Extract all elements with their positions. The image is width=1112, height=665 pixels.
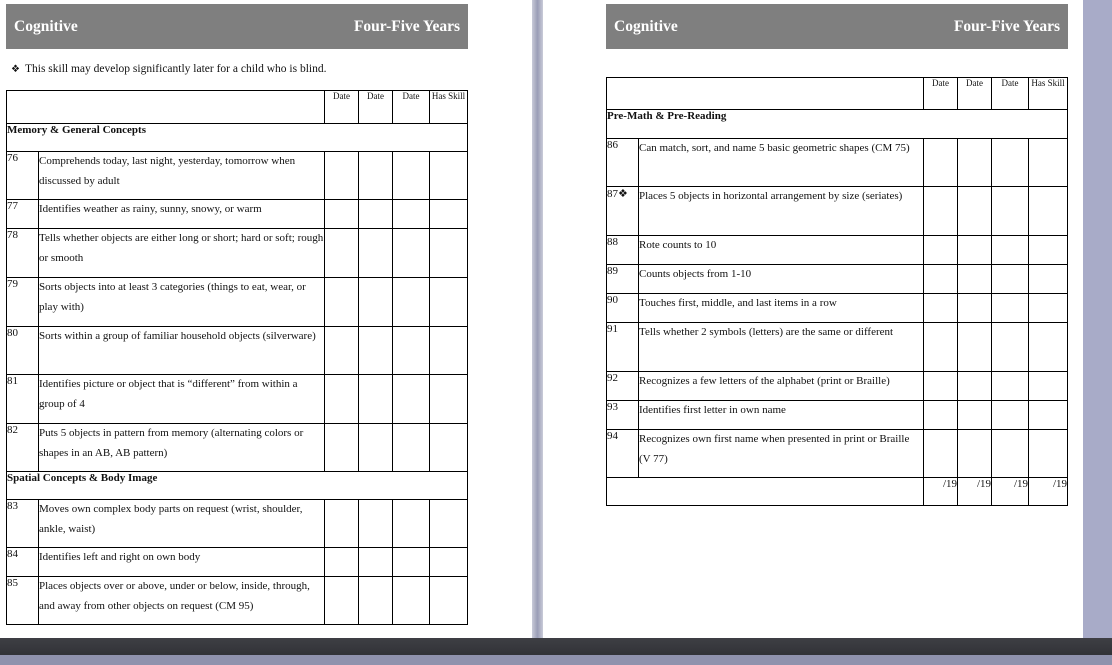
has-skill-cell[interactable] <box>1029 430 1068 478</box>
has-skill-cell[interactable] <box>1029 294 1068 323</box>
has-skill-cell[interactable] <box>430 152 468 200</box>
skill-description: Puts 5 objects in pattern from memory (alternating colors or shapes in an AB, AB pattern) <box>39 424 325 472</box>
totals-row <box>607 478 1068 506</box>
has-skill-cell[interactable] <box>430 500 468 548</box>
column-header: Date <box>359 91 393 124</box>
date-cell[interactable] <box>924 236 958 265</box>
skill-description: Sorts objects into at least 3 categories (things to eat, wear, or play with) <box>39 278 325 327</box>
note-text: This skill may develop significantly later for a child who is blind. <box>24 63 327 75</box>
age-range: Four-Five Years <box>953 17 1060 35</box>
date-cell[interactable] <box>924 323 958 372</box>
skill-number: 90 <box>607 294 639 323</box>
column-header: Date <box>325 91 359 124</box>
date-cell[interactable] <box>325 229 359 278</box>
skill-row <box>607 139 1068 187</box>
date-cell[interactable] <box>325 424 359 472</box>
date-cell[interactable] <box>924 139 958 187</box>
has-skill-cell[interactable] <box>1029 187 1068 236</box>
skill-description: Identifies weather as rainy, sunny, snowy, or warm <box>39 200 325 229</box>
skill-row <box>7 229 468 278</box>
total-cell: /19 <box>1029 478 1068 506</box>
skill-number: 78 <box>7 229 39 278</box>
skill-row <box>607 294 1068 323</box>
date-cell[interactable] <box>325 500 359 548</box>
has-skill-cell[interactable] <box>430 424 468 472</box>
skill-number: 84 <box>7 548 39 577</box>
skill-row <box>607 430 1068 478</box>
date-cell[interactable] <box>992 236 1029 265</box>
column-header: Date <box>992 78 1029 110</box>
date-cell[interactable] <box>325 200 359 229</box>
section-row <box>607 110 1068 139</box>
date-cell[interactable] <box>325 375 359 424</box>
skills-table-left <box>6 90 468 625</box>
skill-row <box>7 500 468 548</box>
has-skill-cell[interactable] <box>1029 236 1068 265</box>
skill-description: Identifies left and right on own body <box>39 548 325 577</box>
skill-description: Recognizes own first name when presented in print or Braille (V 77) <box>639 430 924 478</box>
section-title: Spatial Concepts & Body Image <box>7 472 468 500</box>
date-cell[interactable] <box>992 323 1029 372</box>
skill-number: 83 <box>7 500 39 548</box>
date-cell[interactable] <box>992 139 1029 187</box>
column-header: Has Skill <box>430 91 468 124</box>
skill-number: 76 <box>7 152 39 200</box>
date-cell[interactable] <box>359 548 393 577</box>
age-range: Four-Five Years <box>353 17 460 35</box>
skill-row <box>7 278 468 327</box>
diamond-icon: ❖ <box>11 64 20 75</box>
skill-description: Touches first, middle, and last items in a row <box>639 294 924 323</box>
skill-description: Sorts within a group of familiar household objects (silverware) <box>39 327 325 375</box>
total-cell: /19 <box>924 478 958 506</box>
date-cell[interactable] <box>325 577 359 625</box>
column-header: Date <box>924 78 958 110</box>
header-spacer <box>7 91 325 124</box>
skill-number: 81 <box>7 375 39 424</box>
right-page-header <box>606 4 1068 49</box>
has-skill-cell[interactable] <box>430 200 468 229</box>
skill-description: Can match, sort, and name 5 basic geometric shapes (CM 75) <box>639 139 924 187</box>
date-cell[interactable] <box>359 152 393 200</box>
domain-title: Cognitive <box>614 17 678 35</box>
skill-row <box>607 372 1068 401</box>
skill-row <box>607 236 1068 265</box>
date-cell[interactable] <box>393 375 430 424</box>
domain-title: Cognitive <box>14 17 78 35</box>
date-cell[interactable] <box>958 265 992 294</box>
date-cell[interactable] <box>393 548 430 577</box>
skill-row <box>607 187 1068 236</box>
date-cell[interactable] <box>393 200 430 229</box>
skill-row <box>7 152 468 200</box>
date-cell[interactable] <box>958 187 992 236</box>
date-cell[interactable] <box>992 187 1029 236</box>
skills-table-right <box>606 77 1068 506</box>
column-header-row <box>607 78 1068 110</box>
date-cell[interactable] <box>924 187 958 236</box>
has-skill-cell[interactable] <box>430 375 468 424</box>
date-cell[interactable] <box>924 401 958 430</box>
blind-note <box>11 63 326 75</box>
skill-number: 91 <box>607 323 639 372</box>
skill-row <box>607 401 1068 430</box>
has-skill-cell[interactable] <box>1029 372 1068 401</box>
date-cell[interactable] <box>359 327 393 375</box>
skill-description: Tells whether 2 symbols (letters) are the same or different <box>639 323 924 372</box>
skill-description: Moves own complex body parts on request (wrist, shoulder, ankle, waist) <box>39 500 325 548</box>
date-cell[interactable] <box>359 375 393 424</box>
date-cell[interactable] <box>393 229 430 278</box>
skill-row <box>7 375 468 424</box>
has-skill-cell[interactable] <box>430 229 468 278</box>
section-row <box>7 124 468 152</box>
date-cell[interactable] <box>325 327 359 375</box>
date-cell[interactable] <box>992 401 1029 430</box>
skill-description: Counts objects from 1-10 <box>639 265 924 294</box>
date-cell[interactable] <box>393 577 430 625</box>
section-title: Pre-Math & Pre-Reading <box>607 110 1068 139</box>
has-skill-cell[interactable] <box>430 577 468 625</box>
skill-description: Recognizes a few letters of the alphabet (print or Braille) <box>639 372 924 401</box>
skill-description: Rote counts to 10 <box>639 236 924 265</box>
date-cell[interactable] <box>393 500 430 548</box>
totals-spacer <box>607 478 924 506</box>
skill-number: 86 <box>607 139 639 187</box>
has-skill-cell[interactable] <box>1029 323 1068 372</box>
date-cell[interactable] <box>325 278 359 327</box>
skill-description: Tells whether objects are either long or short; hard or soft; rough or smooth <box>39 229 325 278</box>
skill-row <box>7 200 468 229</box>
date-cell[interactable] <box>924 430 958 478</box>
skill-number: 79 <box>7 278 39 327</box>
date-cell[interactable] <box>958 139 992 187</box>
skill-number: 80 <box>7 327 39 375</box>
date-cell[interactable] <box>359 229 393 278</box>
skill-description: Identifies first letter in own name <box>639 401 924 430</box>
date-cell[interactable] <box>924 294 958 323</box>
skill-row <box>7 327 468 375</box>
date-cell[interactable] <box>958 294 992 323</box>
total-cell: /19 <box>958 478 992 506</box>
right-page <box>543 0 1083 638</box>
total-cell: /19 <box>992 478 1029 506</box>
date-cell[interactable] <box>359 200 393 229</box>
skill-number: 92 <box>607 372 639 401</box>
has-skill-cell[interactable] <box>430 548 468 577</box>
section-row <box>7 472 468 500</box>
skill-description: Places 5 objects in horizontal arrangement by size (seriates) <box>639 187 924 236</box>
date-cell[interactable] <box>958 236 992 265</box>
skill-number: 94 <box>607 430 639 478</box>
date-cell[interactable] <box>958 372 992 401</box>
date-cell[interactable] <box>359 500 393 548</box>
date-cell[interactable] <box>992 265 1029 294</box>
left-page-header <box>6 4 468 49</box>
page-gutter <box>532 0 543 638</box>
column-header: Date <box>393 91 430 124</box>
skill-number: 88 <box>607 236 639 265</box>
has-skill-cell[interactable] <box>1029 265 1068 294</box>
date-cell[interactable] <box>359 278 393 327</box>
skill-number: 87❖ <box>607 187 639 236</box>
date-cell[interactable] <box>958 323 992 372</box>
date-cell[interactable] <box>359 424 393 472</box>
date-cell[interactable] <box>992 430 1029 478</box>
date-cell[interactable] <box>393 327 430 375</box>
skill-row <box>7 548 468 577</box>
viewer-bottom-bar <box>0 638 1112 665</box>
column-header-row <box>7 91 468 124</box>
skill-description: Comprehends today, last night, yesterday, tomorrow when discussed by adult <box>39 152 325 200</box>
left-page <box>0 0 532 638</box>
date-cell[interactable] <box>992 372 1029 401</box>
skill-row <box>607 265 1068 294</box>
date-cell[interactable] <box>924 265 958 294</box>
date-cell[interactable] <box>325 152 359 200</box>
skill-number: 82 <box>7 424 39 472</box>
column-header: Has Skill <box>1029 78 1068 110</box>
date-cell[interactable] <box>992 294 1029 323</box>
status-strip <box>0 655 1112 665</box>
has-skill-cell[interactable] <box>1029 401 1068 430</box>
skill-number: 85 <box>7 577 39 625</box>
skill-description: Identifies picture or object that is “different” from within a group of 4 <box>39 375 325 424</box>
skill-number: 89 <box>607 265 639 294</box>
date-cell[interactable] <box>924 372 958 401</box>
date-cell[interactable] <box>393 152 430 200</box>
skill-row <box>7 424 468 472</box>
skill-row <box>7 577 468 625</box>
column-header: Date <box>958 78 992 110</box>
skill-number: 93 <box>607 401 639 430</box>
skill-number: 77 <box>7 200 39 229</box>
skill-description: Places objects over or above, under or below, inside, through, and away from other objects on request (CM 95) <box>39 577 325 625</box>
skill-row <box>607 323 1068 372</box>
date-cell[interactable] <box>359 577 393 625</box>
has-skill-cell[interactable] <box>430 327 468 375</box>
date-cell[interactable] <box>958 430 992 478</box>
date-cell[interactable] <box>393 278 430 327</box>
has-skill-cell[interactable] <box>1029 139 1068 187</box>
date-cell[interactable] <box>958 401 992 430</box>
date-cell[interactable] <box>325 548 359 577</box>
header-spacer <box>607 78 924 110</box>
has-skill-cell[interactable] <box>430 278 468 327</box>
date-cell[interactable] <box>393 424 430 472</box>
section-title: Memory & General Concepts <box>7 124 468 152</box>
